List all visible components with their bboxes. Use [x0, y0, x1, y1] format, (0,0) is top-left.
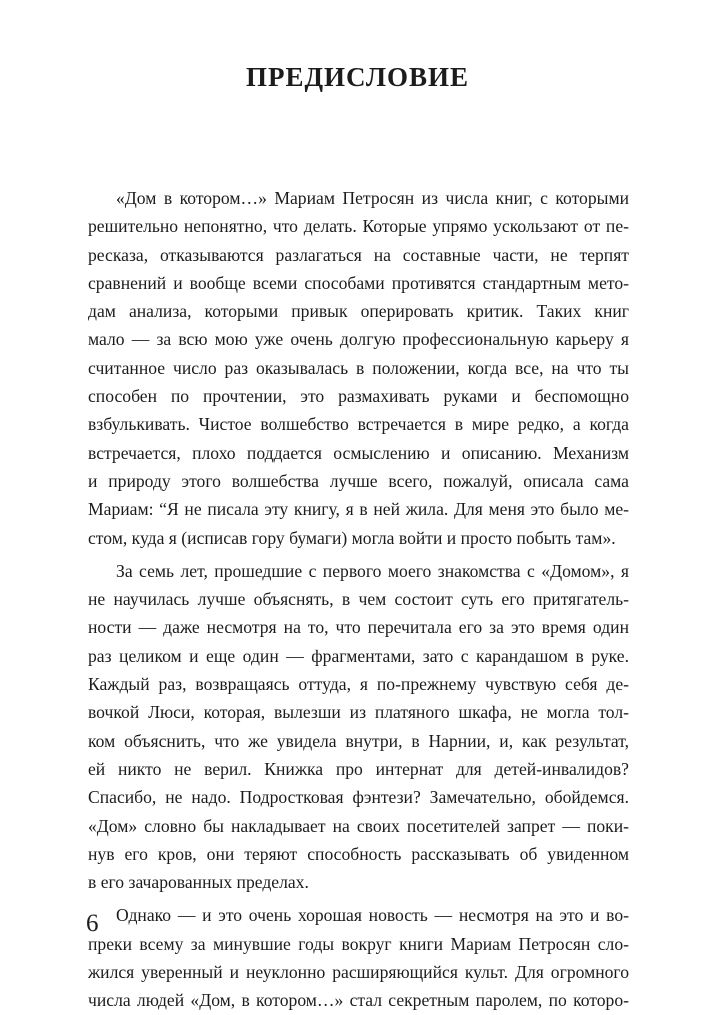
text-line: стом, куда я (исписав гору бумаги) могла войти и просто побыть там».: [88, 527, 616, 548]
text-line: ности — даже несмотря на то, что перечитала его за это время один: [88, 617, 629, 638]
page-title: ПРЕДИСЛОВИЕ: [245, 62, 470, 92]
text-line: нув его кров, они теряют способность рассказывать об увиденном: [88, 843, 629, 864]
text-line: мало — за всю мою уже очень долгую профессиональную карьеру я: [88, 329, 629, 350]
text-line: раз целиком и еще один — фрагментами, зато с карандашом в руке.: [88, 645, 629, 666]
text-line: Каждый раз, возвращаясь оттуда, я по-прежнему чувствую себя де-: [88, 674, 629, 695]
text-line: решительно непонятно, что делать. Которые упрямо ускользают от пе-: [88, 216, 629, 237]
text-line: ей никто не верил. Книжка про интернат для детей-инвалидов?: [88, 758, 629, 779]
text-line: «Дом» словно бы накладывает на своих посетителей запрет — поки-: [88, 815, 629, 836]
text-line: жился уверенный и неуклонно расширяющийся культ. Для огромного: [88, 962, 629, 983]
text-line: взбулькивать. Чистое волшебство встречается в мире редко, а когда: [88, 414, 629, 435]
text-line: За семь лет, прошедшие с первого моего знакомства с «Домом», я: [116, 560, 629, 581]
text-line: не научилась лучше объяснять, в чем состоит суть его притягатель-: [88, 589, 629, 610]
body-text: [88, 184, 629, 1015]
text-line: Мариам: “Я не писала эту книгу, я в ней жила. Для меня это было ме-: [88, 499, 629, 520]
text-line: «Дом в котором…» Мариам Петросян из числа книг, с которыми: [116, 188, 629, 208]
text-line: дам анализа, которыми привык оперировать критик. Таких книг: [88, 301, 629, 322]
text-line: считанное число раз оказывалась в положении, когда все, на что ты: [88, 357, 629, 378]
text-line: способен по прочтении, это размахивать руками и беспомощно: [88, 386, 629, 407]
text-line: ком объяснить, что же увидела внутри, в Нарнии, и, как результат,: [88, 730, 629, 751]
text-line: сравнений и вообще всеми способами противятся стандартным мето-: [88, 272, 629, 293]
text-line: Однако — и это очень хорошая новость — несмотря на это и во-: [116, 905, 629, 926]
text-line: в его зачарованных пределах.: [88, 872, 309, 893]
text-line: Спасибо, не надо. Подростковая фэнтези? Замечательно, обойдемся.: [88, 787, 629, 808]
text-line: преки всему за минувшие годы вокруг книги Мариам Петросян сло-: [88, 933, 629, 954]
text-line: вочкой Люси, которая, вылезши из платяного шкафа, не могла тол-: [88, 702, 629, 723]
page-number: 6: [86, 910, 99, 937]
text-line: ресказа, отказываются разлагаться на составные части, не терпят: [88, 244, 629, 265]
text-line: числа людей «Дом, в котором…» стал секретным паролем, по которо-: [88, 990, 629, 1011]
text-line: и природу этого волшебства лучше всего, пожалуй, описала сама: [88, 470, 629, 491]
text-line: встречается, плохо поддается осмыслению и описанию. Механизм: [88, 442, 629, 463]
